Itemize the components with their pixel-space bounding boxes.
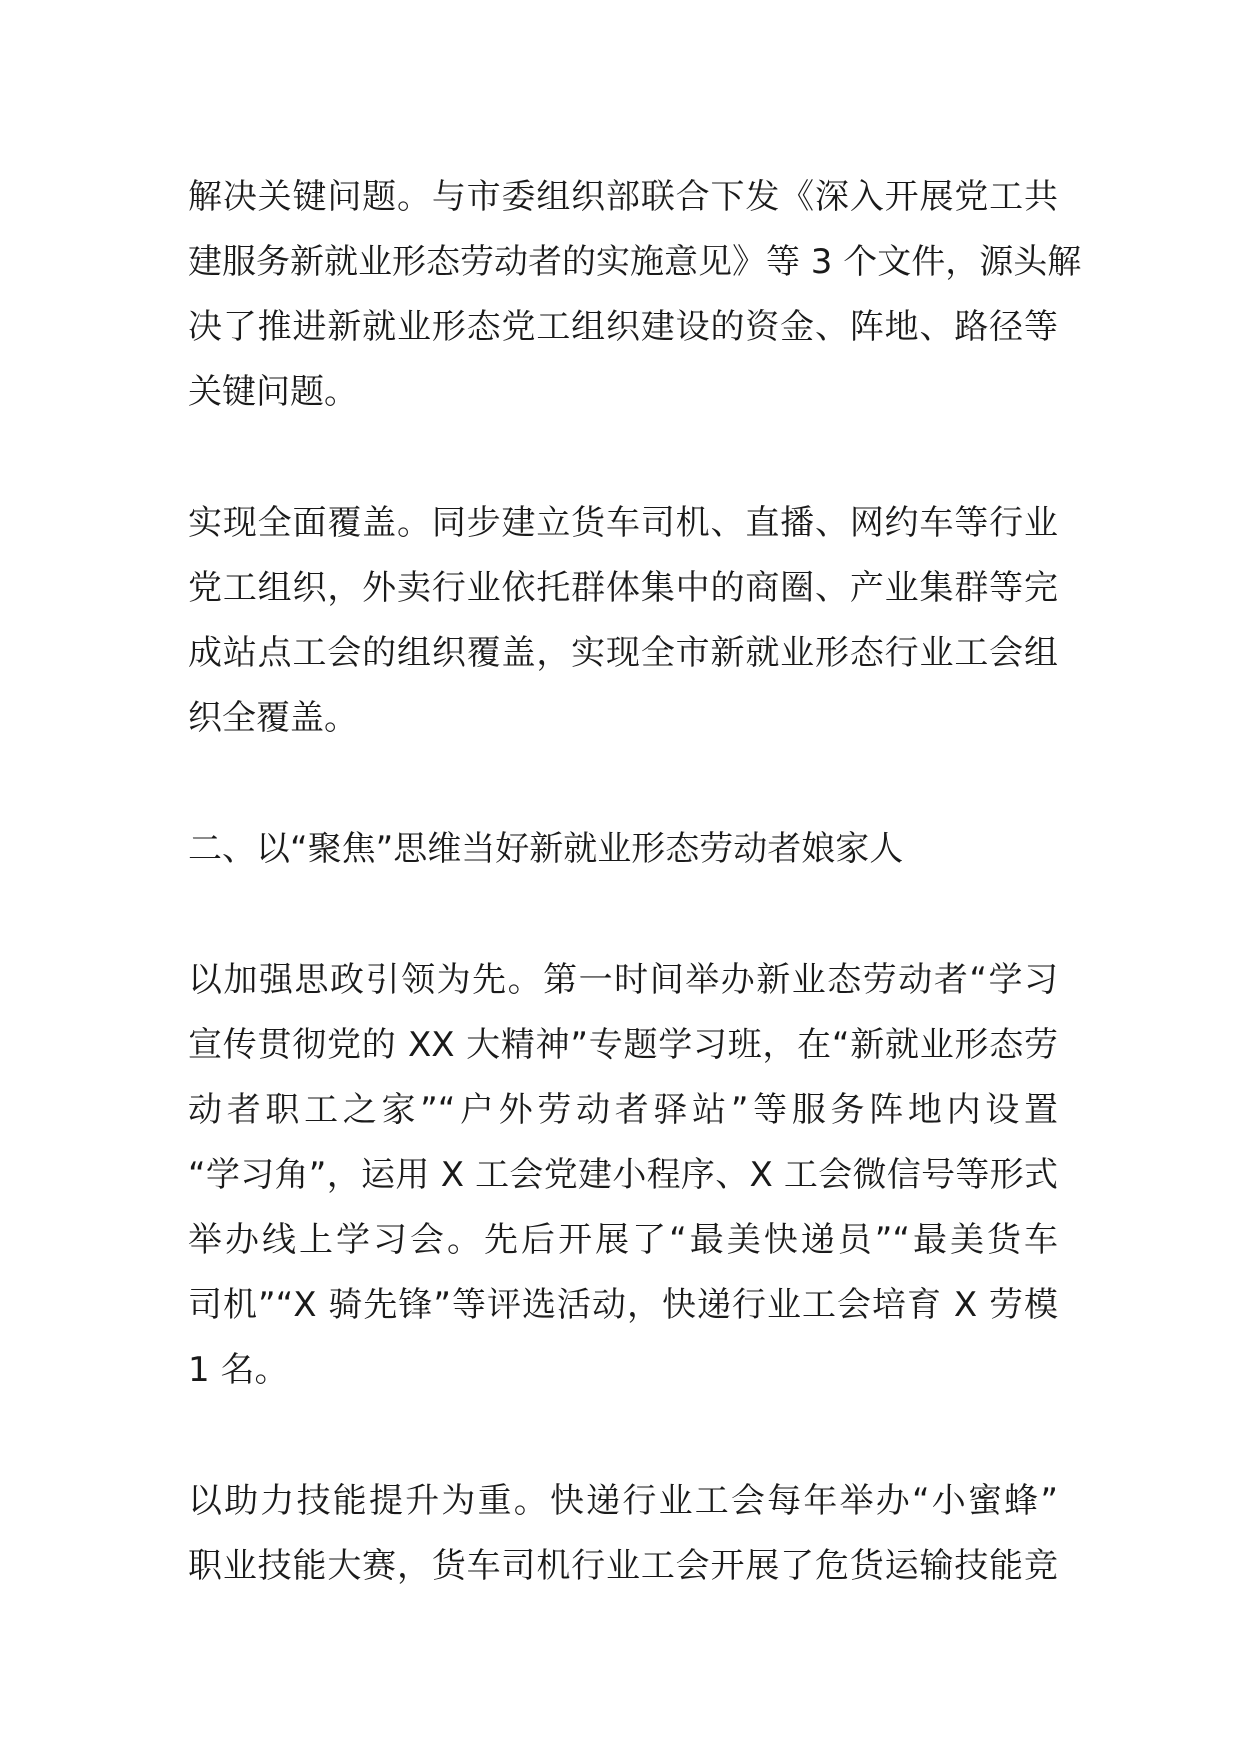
- text-line: 举办线上学习会。先后开展了“最美快递员”“最美货车: [188, 1220, 1058, 1260]
- paragraph-spacer: [188, 882, 1058, 948]
- text-line: 司机”“X 骑先锋”等评选活动，快递行业工会培育 X 劳模: [188, 1285, 1058, 1325]
- text-line: 实现全面覆盖。同步建立货车司机、直播、网约车等行业: [188, 503, 1058, 543]
- paragraph-full-coverage: [188, 491, 1058, 751]
- text-line: 党工组织，外卖行业依托群体集中的商圈、产业集群等完: [188, 568, 1058, 608]
- section-heading: [188, 817, 1058, 882]
- text-line: 解决关键问题。与市委组织部联合下发《深入开展党工共: [188, 177, 1058, 217]
- document-page: [188, 165, 1082, 1599]
- text-line: 建服务新就业形态劳动者的实施意见》等 3 个文件，源头解: [188, 242, 1082, 282]
- text-line: 以助力技能提升为重。快递行业工会每年举办“小蜜蜂”: [188, 1481, 1058, 1521]
- paragraph-spacer: [188, 1403, 1058, 1469]
- text-line: 织全覆盖。: [188, 698, 358, 738]
- paragraph-spacer: [188, 751, 1058, 817]
- text-line: 成站点工会的组织覆盖，实现全市新就业形态行业工会组: [188, 633, 1058, 673]
- paragraph-key-issues: [188, 165, 1082, 425]
- text-line: 决了推进新就业形态党工组织建设的资金、阵地、路径等: [188, 307, 1058, 347]
- heading-line: 二、以“聚焦”思维当好新就业形态劳动者娘家人: [188, 829, 904, 869]
- text-line: 宣传贯彻党的 XX 大精神”专题学习班，在“新就业形态劳: [188, 1025, 1058, 1065]
- text-line: 动者职工之家”“户外劳动者驿站”等服务阵地内设置: [188, 1090, 1058, 1130]
- paragraph-spacer: [188, 425, 1058, 491]
- text-line: 关键问题。: [188, 372, 358, 412]
- paragraph-ideological-guidance: [188, 948, 1058, 1403]
- text-line: 以加强思政引领为先。第一时间举办新业态劳动者“学习: [188, 960, 1058, 1000]
- text-line: 职业技能大赛，货车司机行业工会开展了危货运输技能竞: [188, 1546, 1058, 1586]
- text-line: “学习角”，运用 X 工会党建小程序、X 工会微信号等形式: [188, 1155, 1058, 1195]
- paragraph-skill-improvement: [188, 1469, 1058, 1599]
- text-line: 1 名。: [188, 1350, 289, 1390]
